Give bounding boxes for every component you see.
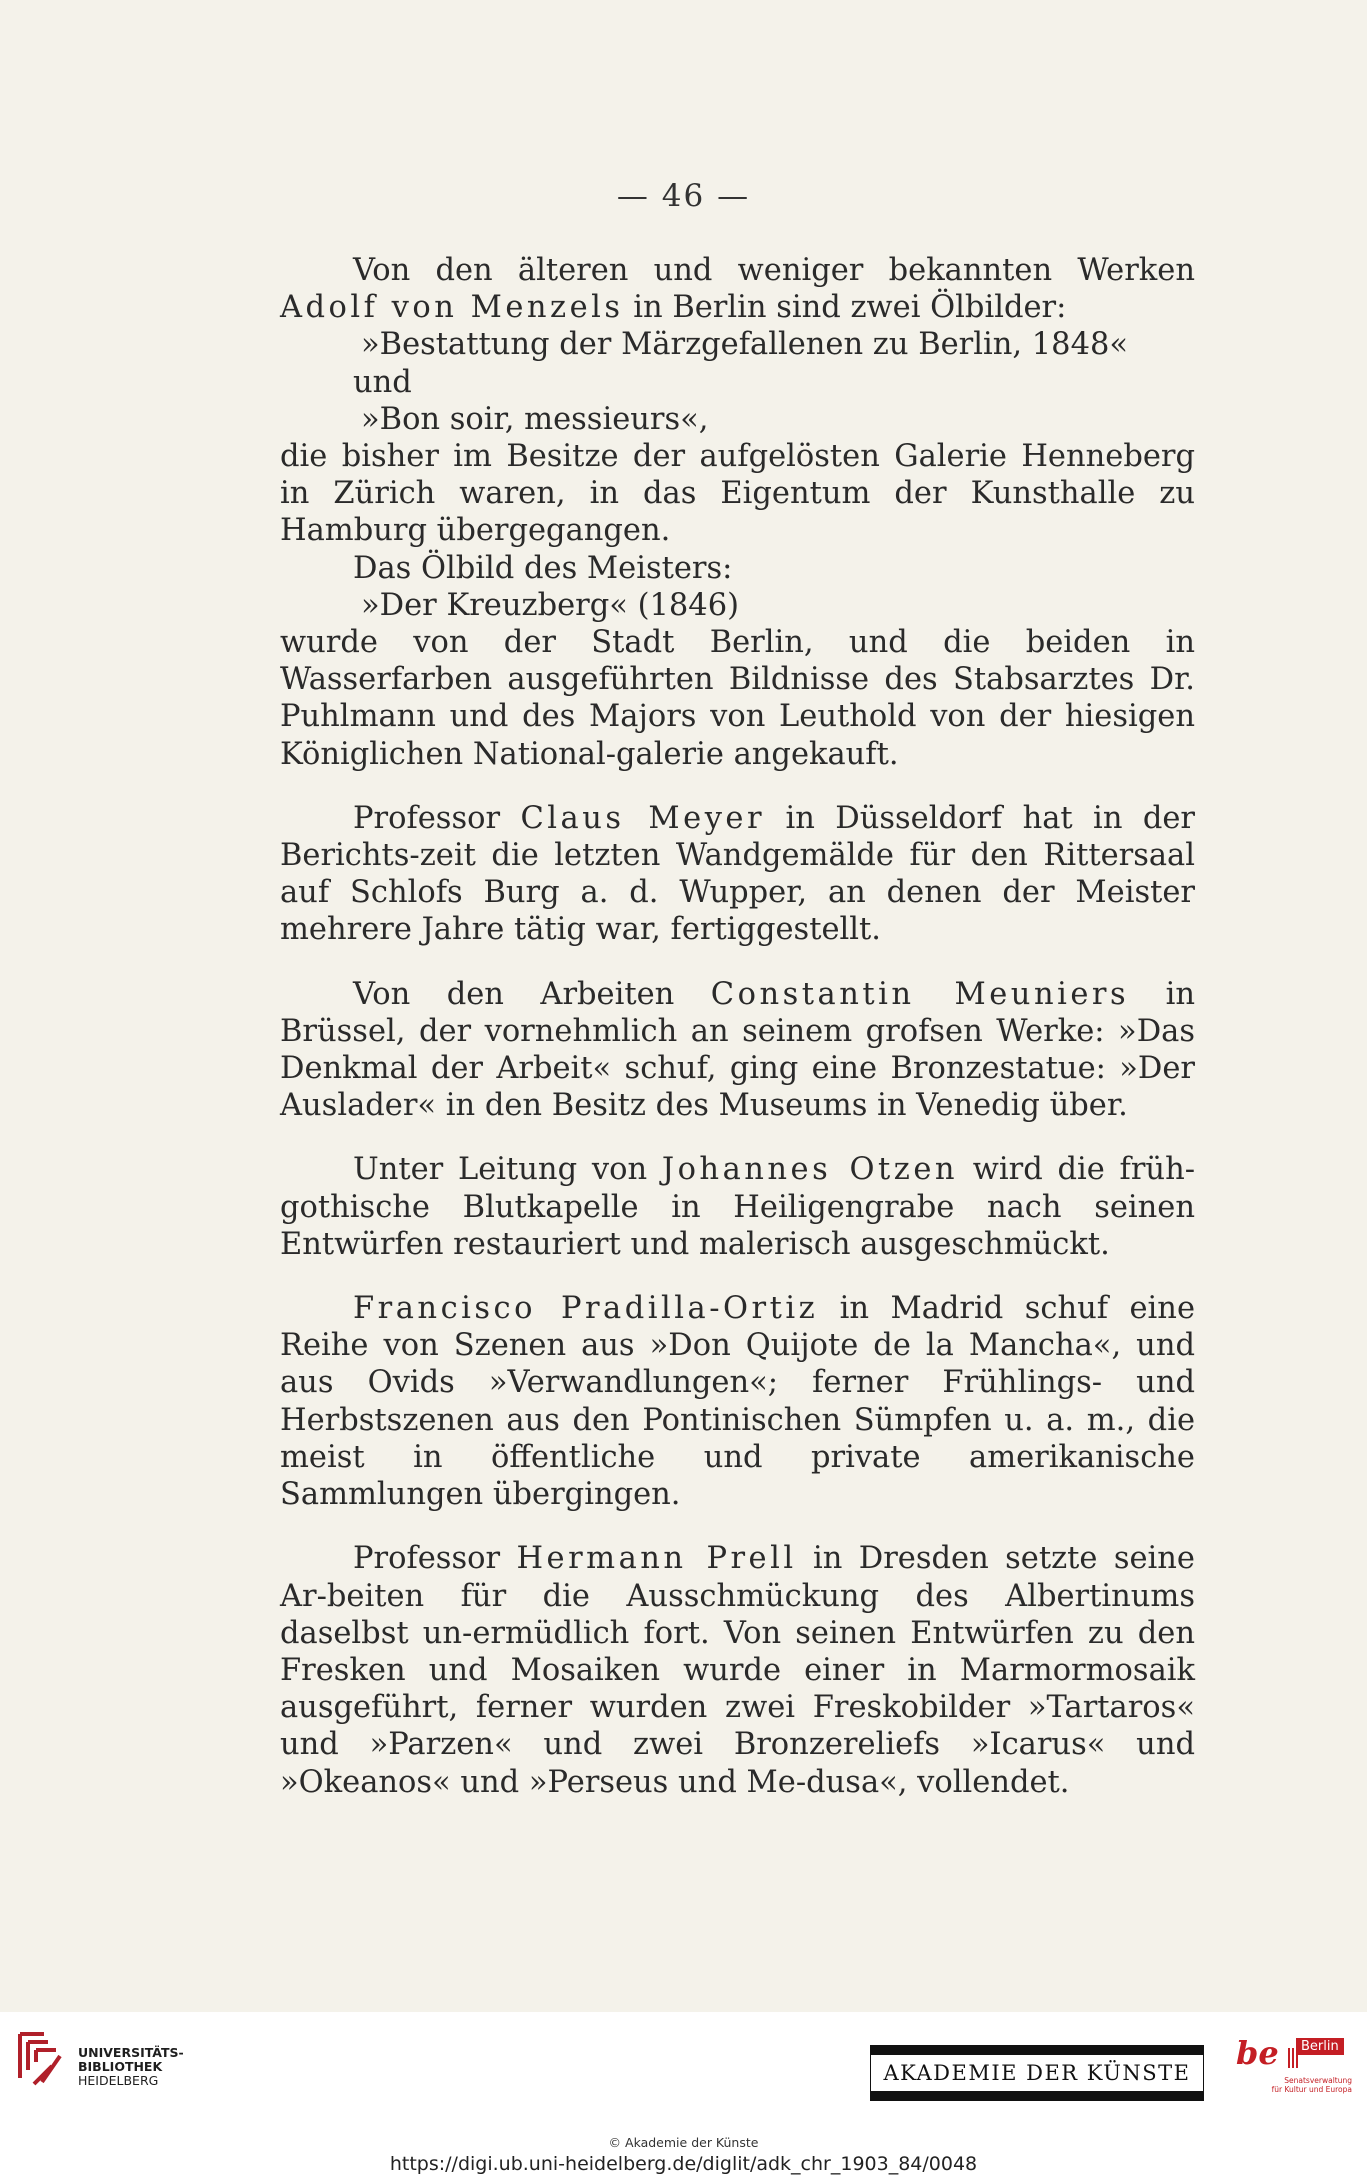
- text-run: in Berlin sind zwei Ölbilder:: [623, 290, 1067, 326]
- berlin-senat-logo[interactable]: [1230, 2030, 1352, 2100]
- text-run: Professor: [353, 1541, 517, 1577]
- adk-label: AKADEMIE DER KÜNSTE: [871, 2055, 1202, 2091]
- text-run: Von den Arbeiten: [353, 976, 711, 1012]
- text-run: in Dresden setzte seine Ar-beiten für die Ausschmückung des Albertinums daselbst un-ermüdlich fort. Von seinen Entwürfen zu den Fresken und Mosaiken wurde einer in Marmormosaik ausgeführt, ferner wurden zwei Freskobilder »Tartaros« und »Parzen« und zwei Bronzereliefs »Icarus« und »Okeanos« und »Perseus und Me-dusa«, vollendet.: [280, 1541, 1195, 1800]
- page-text: [280, 252, 1195, 1801]
- paragraph: [280, 401, 1195, 438]
- ub-line-2: BIBLIOTHEK: [78, 2059, 163, 2074]
- text-run: die bisher im Besitze der aufgelösten Galerie Henneberg in Zürich waren, in das Eigentum der Kunsthalle zu Hamburg übergegangen.: [280, 439, 1195, 549]
- paragraph: [280, 587, 1195, 624]
- ub-heidelberg-logo[interactable]: [14, 2026, 184, 2088]
- paragraph: [280, 438, 1195, 550]
- spaced-name: Johannes Otzen: [661, 1152, 959, 1188]
- spaced-name: Hermann Prell: [516, 1541, 797, 1577]
- berlin-senat-text: [1260, 2076, 1352, 2094]
- paragraph: [280, 1151, 1195, 1263]
- text-run: Professor: [353, 800, 521, 836]
- footer: [0, 2012, 1367, 2181]
- ub-line-1: UNIVERSITÄTS-: [78, 2045, 184, 2060]
- text-run: in Brüssel, der vornehmlich an seinem grofsen Werke: »Das Denkmal der Arbeit« schuf, ging eine Bronzestatue: »Der Auslader« in den Besitz des Museums in Venedig über.: [280, 976, 1196, 1124]
- berlin-be-mark: be: [1236, 2034, 1279, 2072]
- text-run: »Bon soir, messieurs«,: [361, 401, 709, 437]
- text-run: wurde von der Stadt Berlin, und die beiden in Wasserfarben ausgeführten Bildnisse des Stabsarztes Dr. Puhlmann und des Majors von Leuthold von der hiesigen Königlichen National-galerie angekauft.: [280, 625, 1195, 772]
- paragraph: [280, 800, 1195, 949]
- berlin-small-1: Senatsverwaltung: [1284, 2076, 1352, 2085]
- paragraph: [280, 1290, 1195, 1513]
- copyright-notice: © Akademie der Künste: [608, 2135, 759, 2150]
- text-run: in Düsseldorf hat in der Berichts-zeit die letzten Wandgemälde für den Rittersaal auf Schlofs Burg a. d. Wupper, an denen der Meister mehrere Jahre tätig war, fertiggestellt.: [280, 800, 1196, 948]
- paragraph: [280, 976, 1195, 1125]
- paragraph: [280, 1540, 1195, 1800]
- spaced-name: Constantin Meuniers: [710, 976, 1130, 1012]
- paragraph: [280, 624, 1195, 773]
- paragraph: [280, 252, 1195, 326]
- spaced-name: Francisco Pradilla-Ortiz: [353, 1291, 819, 1327]
- text-run: »Der Kreuzberg« (1846): [361, 587, 740, 623]
- ub-line-3: HEIDELBERG: [78, 2073, 159, 2088]
- text-run: Von den älteren und weniger bekannten Werken: [353, 253, 1195, 288]
- page-number: — 46 —: [616, 178, 751, 214]
- paragraph: [280, 326, 1195, 363]
- paragraph: [280, 364, 1195, 401]
- text-run: in Madrid schuf eine Reihe von Szenen aus »Don Quijote de la Mancha«, und aus Ovids »Verwandlungen«; ferner Frühlings- und Herbstszenen aus den Pontinischen Sümpfen u. a. m., die meist in öffentliche und private amerikanische Sammlungen übergingen.: [280, 1291, 1195, 1513]
- text-run: Unter Leitung von: [353, 1152, 662, 1188]
- text-run: und: [353, 364, 412, 400]
- akademie-der-kuenste-logo[interactable]: [870, 2045, 1204, 2101]
- text-run: Das Ölbild des Meisters:: [353, 550, 733, 586]
- source-url-link[interactable]: https://digi.ub.uni-heidelberg.de/diglit/adk_chr_1903_84/0048: [389, 2153, 978, 2175]
- text-run: »Bestattung der Märzgefallenen zu Berlin, 1848«: [361, 327, 1129, 363]
- berlin-tag: Berlin: [1296, 2038, 1344, 2055]
- spaced-name: Claus Meyer: [520, 800, 766, 836]
- berlin-small-2: für Kultur und Europa: [1271, 2085, 1352, 2094]
- text-run: wird die früh-gothische Blutkapelle in Heiligengrabe nach seinen Entwürfen restauriert und malerisch ausgeschmückt.: [280, 1152, 1196, 1262]
- paragraph: [280, 550, 1195, 587]
- ub-heidelberg-mark-icon: [14, 2026, 70, 2086]
- spaced-name: Adolf von Menzels: [280, 290, 624, 326]
- ub-heidelberg-text: [78, 2046, 184, 2088]
